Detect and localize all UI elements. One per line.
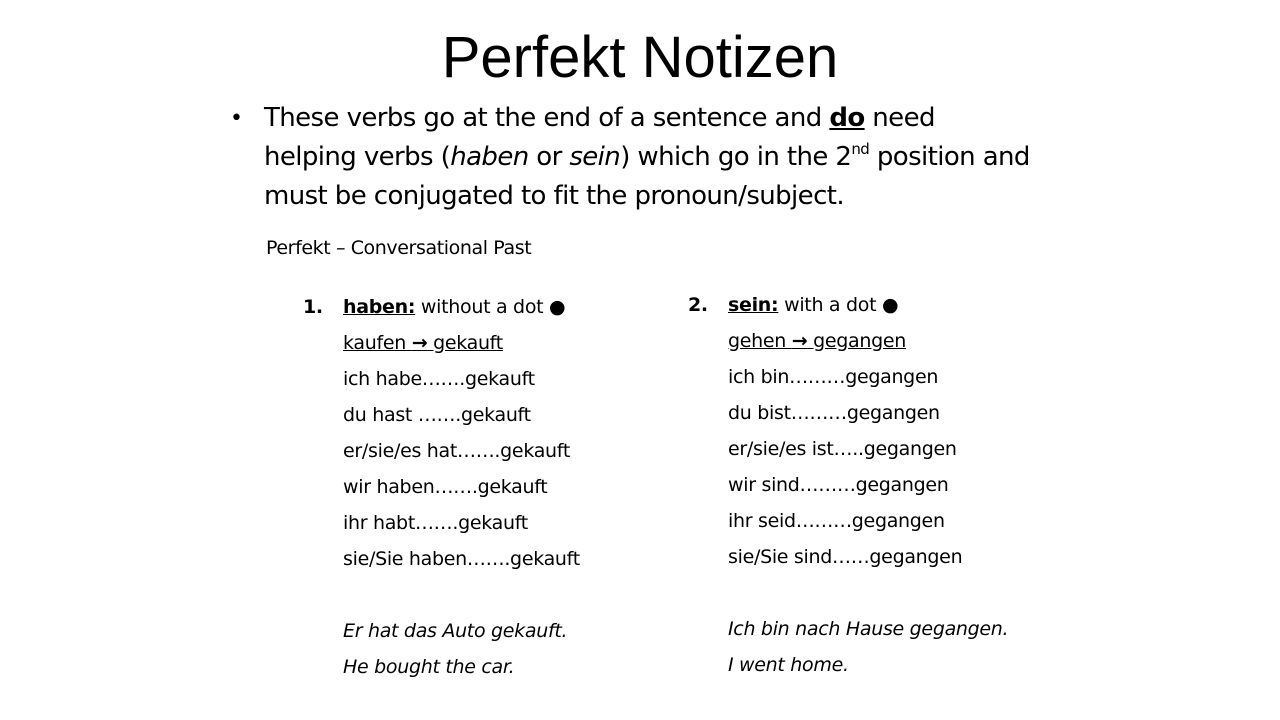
bullet-or: or <box>528 142 570 172</box>
bullet-dot-icon: • <box>230 106 243 131</box>
sein-heading <box>688 287 1008 323</box>
conjugation-line: sie/Sie sind……gegangen <box>728 546 963 568</box>
haben-infinitive: kaufen <box>343 332 412 354</box>
haben-number: 1. <box>303 296 323 318</box>
bullet-point <box>230 99 1030 216</box>
conjugation-line: ich habe…….gekauft <box>343 368 535 390</box>
conjugation-line: ich bin………gegangen <box>728 366 939 388</box>
bullet-text-part1: These verbs go at the end of a sentence and <box>264 103 830 133</box>
sein-verb: sein: <box>728 294 779 316</box>
example-translation: He bought the car. <box>343 656 515 678</box>
haben-example-text <box>343 332 503 354</box>
haben-verb: haben: <box>343 296 416 318</box>
spacer <box>303 577 580 613</box>
section-subtitle: Perfekt – Conversational Past <box>266 237 532 259</box>
sein-infinitive: gehen <box>728 330 792 352</box>
haben-heading <box>303 289 580 325</box>
bullet-text-part2: need helping verbs ( <box>264 103 935 172</box>
bullet-haben: haben <box>450 142 529 172</box>
sein-example <box>688 323 1008 359</box>
haben-description: without a dot ● <box>415 296 566 318</box>
sein-column <box>688 287 1008 683</box>
conjugation-line: du bist………gegangen <box>728 402 940 424</box>
conjugation-line: sie/Sie haben…….gekauft <box>343 548 580 570</box>
conjugation-line: er/sie/es ist…..gegangen <box>728 438 957 460</box>
conjugation-line: wir haben…….gekauft <box>343 476 548 498</box>
conjugation-line: ihr seid………gegangen <box>728 510 945 532</box>
conjugation-line: ihr habt…….gekauft <box>343 512 528 534</box>
haben-participle: gekauft <box>427 332 503 354</box>
right-arrow-icon: → <box>411 332 428 354</box>
haben-column <box>303 289 580 685</box>
bullet-text-part4: position and must be conjugated to fit the pronoun/subject. <box>264 142 1030 211</box>
bullet-emphasis-do: do <box>829 103 865 133</box>
sein-description: with a dot ● <box>778 294 899 316</box>
conjugation-line: wir sind………gegangen <box>728 474 949 496</box>
spacer <box>688 575 1008 611</box>
bullet-sein: sein <box>569 142 621 172</box>
slide-title: Perfekt Notizen <box>441 25 839 90</box>
conjugation-line: er/sie/es hat…….gekauft <box>343 440 570 462</box>
example-sentence: Ich bin nach Hause gegangen. <box>728 618 1009 640</box>
sein-participle: gegangen <box>807 330 907 352</box>
bullet-superscript: nd <box>851 140 870 158</box>
example-translation: I went home. <box>728 654 849 676</box>
right-arrow-icon: → <box>791 330 808 352</box>
bullet-text-part3: ) which go in the 2 <box>620 142 852 172</box>
conjugation-line: du hast …….gekauft <box>343 404 531 426</box>
haben-example <box>303 325 580 361</box>
example-sentence: Er hat das Auto gekauft. <box>343 620 568 642</box>
bullet-text <box>264 99 1030 216</box>
sein-number: 2. <box>688 294 708 316</box>
sein-example-text <box>728 330 906 352</box>
